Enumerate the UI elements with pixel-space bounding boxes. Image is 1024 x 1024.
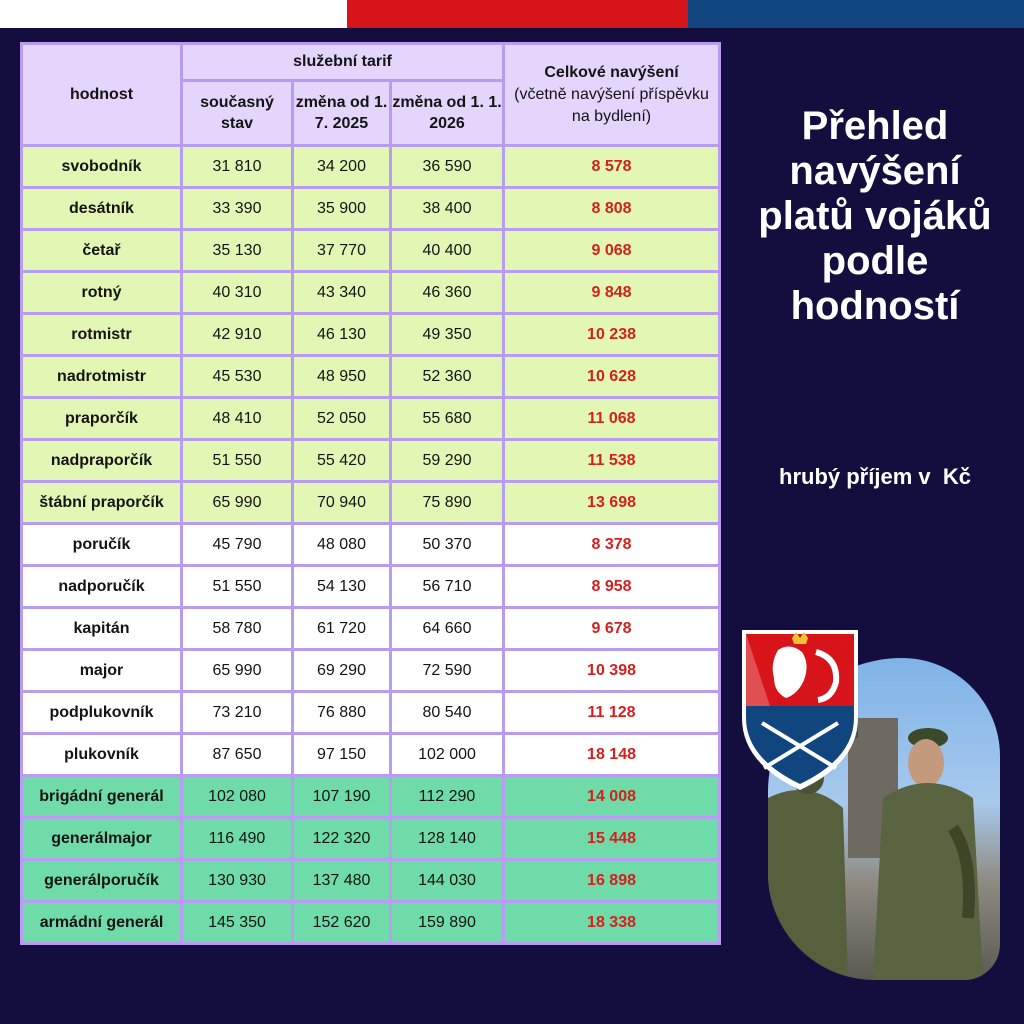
tariff-2026-cell: 56 710: [391, 566, 504, 608]
current-tariff-cell: 35 130: [182, 230, 293, 272]
table-row: [22, 356, 720, 398]
table-row: [22, 692, 720, 734]
current-state-header: současný stav: [182, 81, 293, 146]
rank-cell: podplukovník: [22, 692, 182, 734]
total-increase-cell: 14 008: [504, 776, 720, 818]
total-increase-header: [504, 44, 720, 146]
rank-cell: generálporučík: [22, 860, 182, 902]
table-row: [22, 146, 720, 188]
tariff-2025-cell: 137 480: [293, 860, 391, 902]
change-2026-header: [391, 81, 504, 146]
rank-cell: poručík: [22, 524, 182, 566]
total-increase-note: (včetně navýšení příspěvku na bydlení): [514, 85, 709, 125]
salary-table: [20, 42, 721, 945]
tariff-2026-cell: 80 540: [391, 692, 504, 734]
page-title: Přehled navýšení platů vojáků podle hodností: [758, 104, 992, 328]
table-row: [22, 902, 720, 944]
table-row: [22, 398, 720, 440]
total-increase-cell: 16 898: [504, 860, 720, 902]
current-tariff-cell: 40 310: [182, 272, 293, 314]
rank-cell: desátník: [22, 188, 182, 230]
current-tariff-cell: 45 790: [182, 524, 293, 566]
tariff-2025-cell: 34 200: [293, 146, 391, 188]
tariff-2026-cell: 144 030: [391, 860, 504, 902]
tariff-2026-cell: 159 890: [391, 902, 504, 944]
army-emblem-icon: [740, 628, 860, 793]
rank-cell: praporčík: [22, 398, 182, 440]
rank-cell: rotný: [22, 272, 182, 314]
rank-cell: armádní generál: [22, 902, 182, 944]
tariff-2025-cell: 35 900: [293, 188, 391, 230]
current-tariff-cell: 48 410: [182, 398, 293, 440]
tariff-2026-cell: 36 590: [391, 146, 504, 188]
rank-cell: plukovník: [22, 734, 182, 776]
current-tariff-cell: 58 780: [182, 608, 293, 650]
rank-cell: nadrotmistr: [22, 356, 182, 398]
tariff-2026-cell: 128 140: [391, 818, 504, 860]
total-increase-cell: 10 398: [504, 650, 720, 692]
tariff-2025-cell: 61 720: [293, 608, 391, 650]
current-tariff-cell: 65 990: [182, 482, 293, 524]
current-tariff-cell: 102 080: [182, 776, 293, 818]
current-tariff-cell: 73 210: [182, 692, 293, 734]
rank-header: hodnost: [22, 44, 182, 146]
total-increase-cell: 13 698: [504, 482, 720, 524]
tariff-2026-cell: 75 890: [391, 482, 504, 524]
soldier-face: [908, 739, 944, 787]
rank-cell: brigádní generál: [22, 776, 182, 818]
total-increase-cell: 18 338: [504, 902, 720, 944]
current-tariff-cell: 31 810: [182, 146, 293, 188]
rank-cell: generálmajor: [22, 818, 182, 860]
total-increase-cell: 8 578: [504, 146, 720, 188]
flag-stripe-white: [0, 0, 347, 28]
soldier-left-body: [768, 790, 848, 980]
total-increase-cell: 9 678: [504, 608, 720, 650]
tariff-2026-cell: 38 400: [391, 188, 504, 230]
total-increase-cell: 10 628: [504, 356, 720, 398]
tariff-2026-cell: 112 290: [391, 776, 504, 818]
table-row: [22, 440, 720, 482]
tariff-2026-cell: 52 360: [391, 356, 504, 398]
tariff-2025-cell: 97 150: [293, 734, 391, 776]
tariff-2026-cell: 49 350: [391, 314, 504, 356]
tariff-2025-cell: 76 880: [293, 692, 391, 734]
current-tariff-cell: 116 490: [182, 818, 293, 860]
rank-cell: rotmistr: [22, 314, 182, 356]
tariff-2025-cell: 37 770: [293, 230, 391, 272]
tariff-2026-cell: 55 680: [391, 398, 504, 440]
currency-note: hrubý příjem v Kč: [779, 464, 971, 489]
current-tariff-cell: 65 990: [182, 650, 293, 692]
tariff-2025-cell: 107 190: [293, 776, 391, 818]
current-tariff-cell: 130 930: [182, 860, 293, 902]
table-row: [22, 188, 720, 230]
change-2026-label: změna od 1. 1. 2026: [392, 94, 502, 132]
current-tariff-cell: 51 550: [182, 566, 293, 608]
tariff-2025-cell: 48 080: [293, 524, 391, 566]
tariff-2026-cell: 50 370: [391, 524, 504, 566]
tariff-2026-cell: 64 660: [391, 608, 504, 650]
total-increase-cell: 8 958: [504, 566, 720, 608]
rank-cell: štábní praporčík: [22, 482, 182, 524]
current-tariff-cell: 87 650: [182, 734, 293, 776]
change-2025-header: [293, 81, 391, 146]
total-increase-cell: 15 448: [504, 818, 720, 860]
tariff-2025-cell: 122 320: [293, 818, 391, 860]
current-tariff-cell: 42 910: [182, 314, 293, 356]
tariff-2025-cell: 152 620: [293, 902, 391, 944]
total-increase-cell: 11 128: [504, 692, 720, 734]
tariff-2026-cell: 102 000: [391, 734, 504, 776]
total-increase-cell: 18 148: [504, 734, 720, 776]
tariff-2025-cell: 46 130: [293, 314, 391, 356]
table-row: [22, 314, 720, 356]
tariff-2026-cell: 59 290: [391, 440, 504, 482]
current-tariff-cell: 45 530: [182, 356, 293, 398]
army-emblem: [740, 628, 860, 793]
change-2025-label: změna od 1. 7. 2025: [295, 94, 388, 132]
table-row: [22, 650, 720, 692]
total-increase-cell: 8 378: [504, 524, 720, 566]
tariff-2025-cell: 52 050: [293, 398, 391, 440]
total-increase-cell: 11 068: [504, 398, 720, 440]
tariff-group-header: služební tarif: [182, 44, 504, 81]
table-row: [22, 734, 720, 776]
table-row: [22, 860, 720, 902]
flag-stripe-blue: [688, 0, 1024, 28]
table-row: [22, 818, 720, 860]
table-row: [22, 566, 720, 608]
total-increase-cell: 9 848: [504, 272, 720, 314]
tariff-2025-cell: 69 290: [293, 650, 391, 692]
salary-table-body: [22, 146, 720, 944]
table-row: [22, 482, 720, 524]
table-row: [22, 776, 720, 818]
total-increase-cell: 8 808: [504, 188, 720, 230]
flag-stripe: [0, 0, 1024, 28]
rank-cell: četař: [22, 230, 182, 272]
tariff-2025-cell: 55 420: [293, 440, 391, 482]
flag-stripe-red: [347, 0, 688, 28]
table-row: [22, 608, 720, 650]
tariff-2025-cell: 43 340: [293, 272, 391, 314]
current-tariff-cell: 51 550: [182, 440, 293, 482]
tariff-2025-cell: 48 950: [293, 356, 391, 398]
rank-cell: kapitán: [22, 608, 182, 650]
tariff-2025-cell: 54 130: [293, 566, 391, 608]
tariff-2026-cell: 40 400: [391, 230, 504, 272]
total-increase-cell: 11 538: [504, 440, 720, 482]
tariff-2025-cell: 70 940: [293, 482, 391, 524]
current-tariff-cell: 145 350: [182, 902, 293, 944]
rank-cell: nadpraporčík: [22, 440, 182, 482]
total-increase-cell: 9 068: [504, 230, 720, 272]
total-increase-label: Celkové navýšení: [544, 63, 679, 81]
tariff-2026-cell: 72 590: [391, 650, 504, 692]
current-tariff-cell: 33 390: [182, 188, 293, 230]
total-increase-cell: 10 238: [504, 314, 720, 356]
tariff-2026-cell: 46 360: [391, 272, 504, 314]
rank-cell: major: [22, 650, 182, 692]
rank-cell: svobodník: [22, 146, 182, 188]
table-row: [22, 272, 720, 314]
rank-cell: nadporučík: [22, 566, 182, 608]
table-row: [22, 524, 720, 566]
table-row: [22, 230, 720, 272]
